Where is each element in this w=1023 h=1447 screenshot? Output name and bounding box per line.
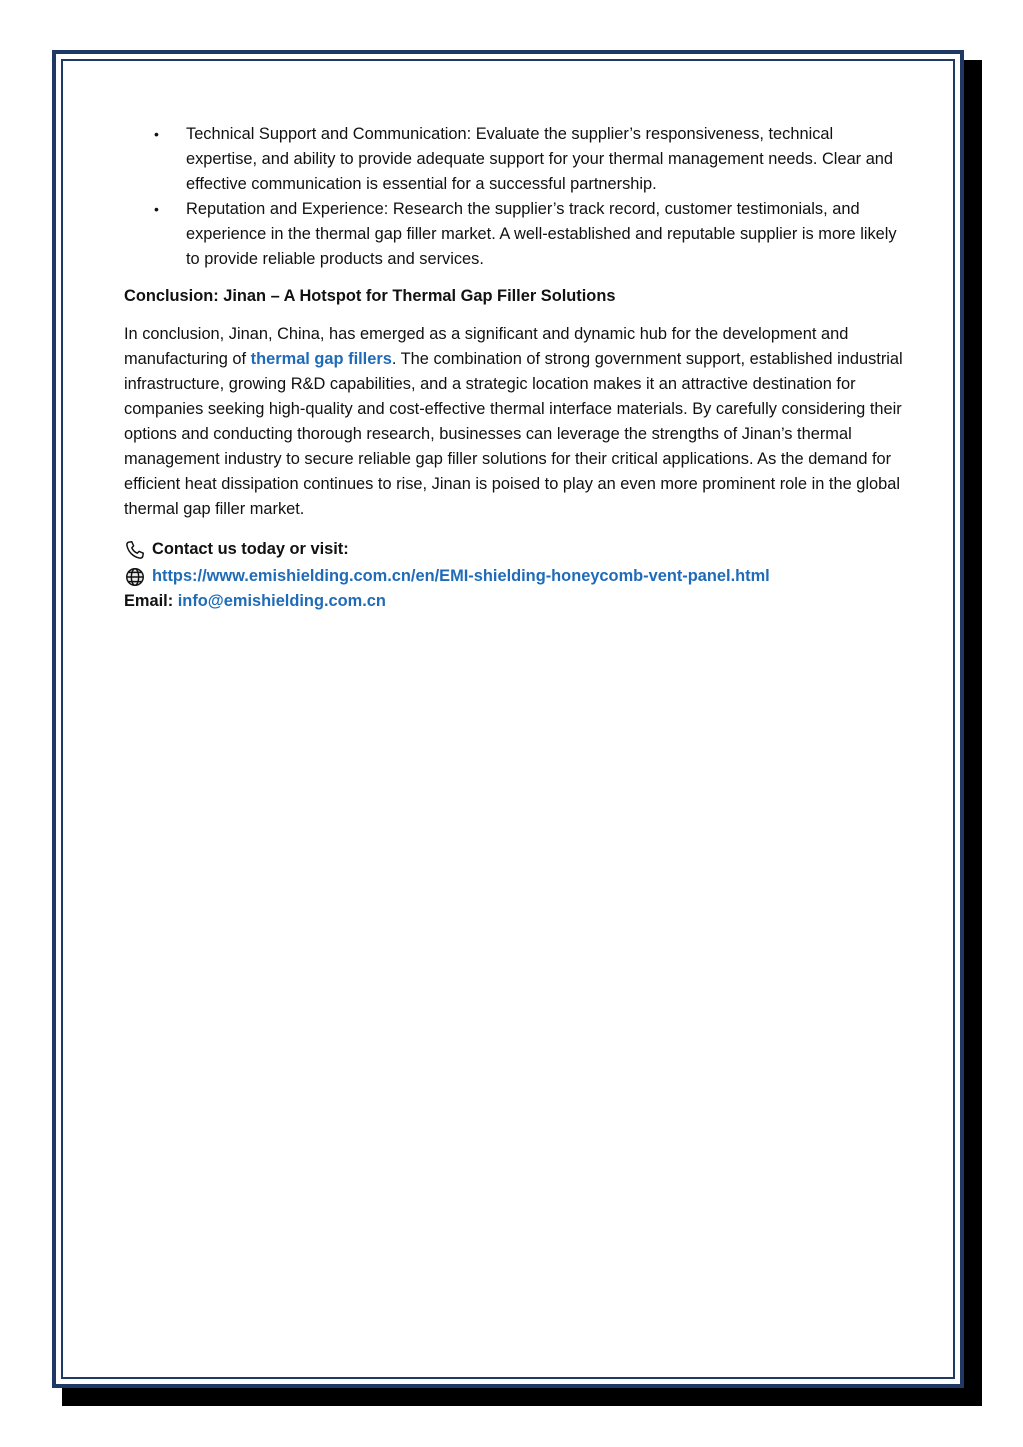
phone-icon [124,539,146,561]
thermal-gap-fillers-link[interactable]: thermal gap fillers [250,350,392,368]
paragraph-text: . The combination of strong government support, established industrial infrastructure, growing R&D capabilities, and a strategic location makes it an attractive destination for companies seeking high-quality and cost-effective thermal interface materials. By carefully considering their options and conducting thorough research, businesses can leverage the strengths of Jinan’s thermal management industry to secure reliable gap filler solutions for their critical applications. As the demand for efficient heat dissipation continues to rise, Jinan is poised to play an even more prominent role in the global thermal gap filler market. [124,350,903,518]
email-link[interactable]: info@emishielding.com.cn [177,592,386,610]
contact-line [124,537,904,562]
email-line [124,589,904,613]
website-line [124,564,904,589]
document-body [124,122,904,613]
supplier-criteria-list [124,122,904,272]
email-label: Email: [124,592,178,610]
paragraph-text: In conclusion, Jinan, China, has emerged as a significant and dynamic hub for the development and manufacturing of [124,325,849,368]
conclusion-heading: Conclusion: Jinan – A Hotspot for Thermal Gap Filler Solutions [124,287,616,305]
conclusion-paragraph [124,322,904,522]
contact-heading: Contact us today or visit: [152,540,349,558]
list-item [124,122,904,197]
list-item-text: Reputation and Experience: Research the supplier’s track record, customer testimonials, and experience in the thermal gap filler market. A well-established and reputable supplier is more likely to provide reliable products and services. [186,200,897,268]
bullet-marker: • [154,201,159,217]
website-link[interactable]: https://www.emishielding.com.cn/en/EMI-shielding-honeycomb-vent-panel.html [152,567,770,585]
bullet-marker: • [154,126,159,142]
globe-icon [124,566,146,588]
list-item-text: Technical Support and Communication: Evaluate the supplier’s responsiveness, technical expertise, and ability to provide adequate support for your thermal management needs. Clear and effective communication is essential for a successful partnership. [186,125,894,193]
list-item [124,197,904,272]
